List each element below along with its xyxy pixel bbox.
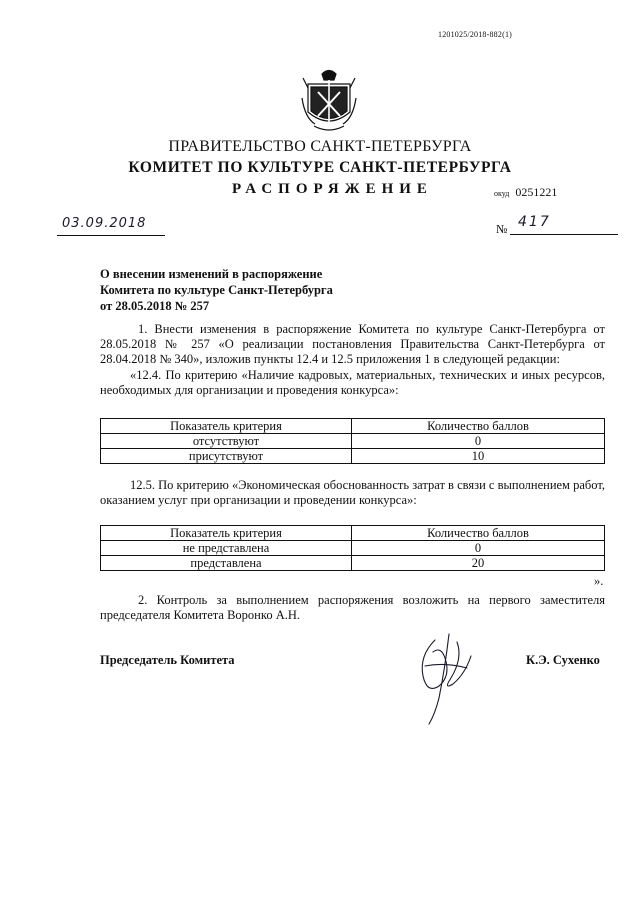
subject-line-3: от 28.05.2018 № 257 bbox=[100, 299, 210, 313]
table-cell: 20 bbox=[352, 556, 605, 571]
item-12-5: 12.5. По критерию «Экономическая обоснованность затрат в связи с выполнением работ, оказанием услуг при организации и проведении конкурса»: bbox=[100, 478, 605, 507]
table-cell: не представлена bbox=[101, 541, 352, 556]
criteria-table-1 bbox=[100, 418, 605, 464]
signer-name: К.Э. Сухенко bbox=[526, 653, 600, 667]
table-cell: отсутствуют bbox=[101, 434, 352, 449]
number-label: № bbox=[496, 222, 508, 236]
subject-line-2: Комитета по культуре Санкт-Петербурга bbox=[100, 283, 333, 297]
table-row bbox=[101, 434, 605, 449]
paragraph-1: 1. Внести изменения в распоряжение Комитета по культуре Санкт-Петербурга от 28.05.2018 № 257 «О реализации постановления Правительства Санкт-Петербурга от 28.04.2018 № 340», изложив пункты 12.4 и 12.5 приложения 1 в следующей редакции: bbox=[100, 322, 605, 366]
signer-position: Председатель Комитета bbox=[100, 653, 235, 667]
table-header-row bbox=[101, 419, 605, 434]
table-row bbox=[101, 541, 605, 556]
table-cell: 0 bbox=[352, 434, 605, 449]
table-cell: 0 bbox=[352, 541, 605, 556]
okud-code: 0251221 bbox=[515, 185, 558, 199]
okud-label: окуд bbox=[494, 189, 510, 198]
document-number: 417 bbox=[518, 214, 551, 230]
table-cell: 10 bbox=[352, 449, 605, 464]
table-header-cell: Показатель критерия bbox=[101, 526, 352, 541]
table-header-cell: Количество баллов bbox=[352, 419, 605, 434]
subject-line-1: О внесении изменений в распоряжение bbox=[100, 267, 323, 281]
item-12-4: «12.4. По критерию «Наличие кадровых, материальных, технических и иных ресурсов, необходимых для организации и проведения конкурса»: bbox=[100, 368, 605, 397]
committee-title: КОМИТЕТ ПО КУЛЬТУРЕ САНКТ-ПЕТЕРБУРГА bbox=[128, 159, 512, 176]
table-header-cell: Количество баллов bbox=[352, 526, 605, 541]
table-row bbox=[101, 556, 605, 571]
paragraph-2: 2. Контроль за выполнением распоряжения возложить на первого заместителя председателя Комитета Воронко А.Н. bbox=[100, 593, 605, 622]
table-cell: присутствуют bbox=[101, 449, 352, 464]
handwritten-signature bbox=[405, 628, 485, 728]
okud-block bbox=[494, 185, 557, 200]
criteria-table-2 bbox=[100, 525, 605, 571]
table-header-row bbox=[101, 526, 605, 541]
government-title: ПРАВИТЕЛЬСТВО САНКТ-ПЕТЕРБУРГА bbox=[168, 138, 472, 155]
document-date: 03.09.2018 bbox=[62, 216, 147, 231]
coat-of-arms-emblem bbox=[300, 68, 358, 138]
document-type: РАСПОРЯЖЕНИЕ bbox=[232, 181, 433, 197]
closing-quote: ». bbox=[594, 574, 604, 588]
document-code: 1201025/2018-882(1) bbox=[438, 30, 513, 39]
table-cell: представлена bbox=[101, 556, 352, 571]
document-subject bbox=[100, 266, 333, 314]
table-header-cell: Показатель критерия bbox=[101, 419, 352, 434]
table-row bbox=[101, 449, 605, 464]
